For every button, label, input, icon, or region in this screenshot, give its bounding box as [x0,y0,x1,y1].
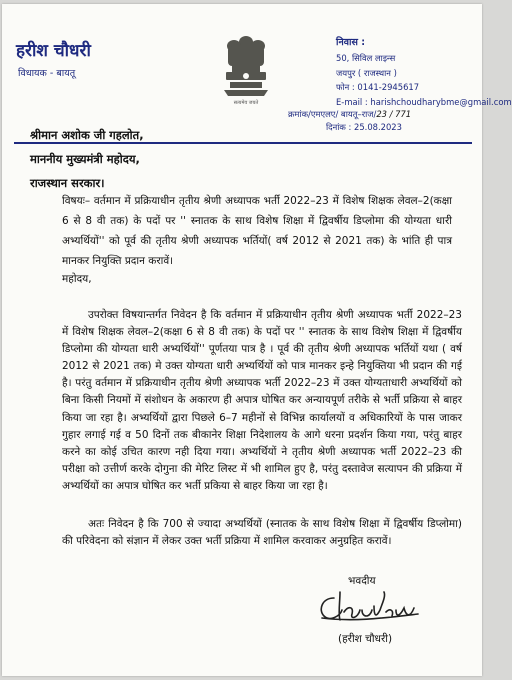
closing: भवदीय [348,575,376,587]
signer-name: (हरीश चौधरी) [338,633,393,645]
salutation: महोदय, [62,273,92,285]
addressee-line: राजस्थान सरकार। [30,176,105,190]
residence-address [336,36,512,110]
request-paragraph: अतः निवेदन है कि 700 से ज्यादा अभ्यर्थियों (स्नातक के साथ विशेष शिक्षा में द्विवर्षीय डिप्लोमा) की परिवेदना को संज्ञान में लेकर उक्त भर्ती प्रक्रिया में शामिल करवाकर अनुग्रहित करावें। [62,518,462,548]
sender-name: हरीश चौधरी [16,41,91,61]
letter-date: दिनांक : 25.08.2023 [326,121,402,132]
reference-block [288,108,411,133]
addressee-block [30,123,144,195]
addressee-line: माननीय मुख्यमंत्री महोदय, [30,152,140,166]
body-paragraph: उपरोक्त विषयान्तर्गत निवेदन है कि वर्तमान में प्रक्रियाधीन तृतीय श्रेणी अध्यापक भर्ती 2022–23 में विशेष शिक्षक लेवल–2(कक्षा 6 से 8 वी तक) के पदों पर '' स्नातक के साथ विशेष शिक्षा में द्विवर्षीय डिप्लोमा की योग्यता धारी अभ्यर्थियों'' पूर्णतया पात्र है । पूर्व की तृतीय श्रेणी अध्यापक भर्तियों यथा ( वर्ष 2012 से 2021 तक) मे उक्त योग्यता धारी अभ्यर्थियों को पात्र मानकर इन्हे नियुक्तिया भी प्रदान की गई है। परंतु वर्तमान में प्रक्रियाधीन तृतीय श्रेणी अध्यापक भर्ती 2022–23 में उक्त योग्यताधारी अभ्यर्थियों को बिना किसी नियमों में संशोधन के अकारण ही अपात्र घोषित कर अन्यायपूर्ण तरीके से भर्ती प्रक्रिया से बाहर किया जा रहा है। अभ्यर्थियों द्वारा पिछले 6–7 महीनों से विभिन्न कार्यालयों व अधिकारियों के पास जाकर गुहार लगाई गई व 50 दिनों तक बीकानेर शिक्षा निदेशालय के आगे धरना प्रदर्शन किया गया, परंतु बाहर करने का कोई उचित कारण नही दिया गया। अभ्यर्थियों ने तृतीय श्रेणी अध्यापक भर्ती 2022–23 की परीक्षा को उत्तीर्ण करके दोगुना की मेरिट लिस्ट में भी शामिल हुए है, परंतु दस्तावेज सत्यापन की प्रक्रिया में अभ्यर्थियों का अपात्र घोषित कर भर्ती प्रकिया से बाहर किया जा रहा है। [62,309,462,492]
address-city: जयपुर ( राजस्थान ) [336,67,397,78]
email-address: E-mail : harishchoudharybme@gmail.com [336,97,512,108]
reference-number [288,108,411,121]
addressee-line: श्रीमान अशोक जी गहलोत, [30,128,144,142]
address-title: निवास : [336,37,366,48]
reference-label: क्रमांक/एमएलए/ बायतू–राज/ [288,109,377,119]
handwritten-signature [314,588,422,624]
sender-designation: विधायक - बायतू [18,68,76,79]
reference-value: 23 / 771 [376,109,412,119]
letter-page [2,4,512,676]
subject-line: विषयः– वर्तमान में प्रक्रियाधीन तृतीय श्रेणी अध्यापक भर्ती 2022–23 में विशेष शिक्षक लेवल–2(कक्षा 6 से 8 वी तक) के पदों पर '' स्नातक के साथ विशेष शिक्षा में द्विवर्षीय डिप्लोमा की योग्यता धारी अभ्यर्थियों'' को पूर्व की तृतीय श्रेणी अध्यापक भर्तियों( वर्ष 2012 से 2021 तक) के भांति ही पात्र मानकर नियुक्ति प्रदान करावें। [62,195,452,267]
emblem-caption: सत्यमेव जयते [233,100,259,106]
phone-number: फोन : 0141-2945617 [336,82,420,93]
address-line: 50, सिविल लाइन्स [336,52,396,63]
